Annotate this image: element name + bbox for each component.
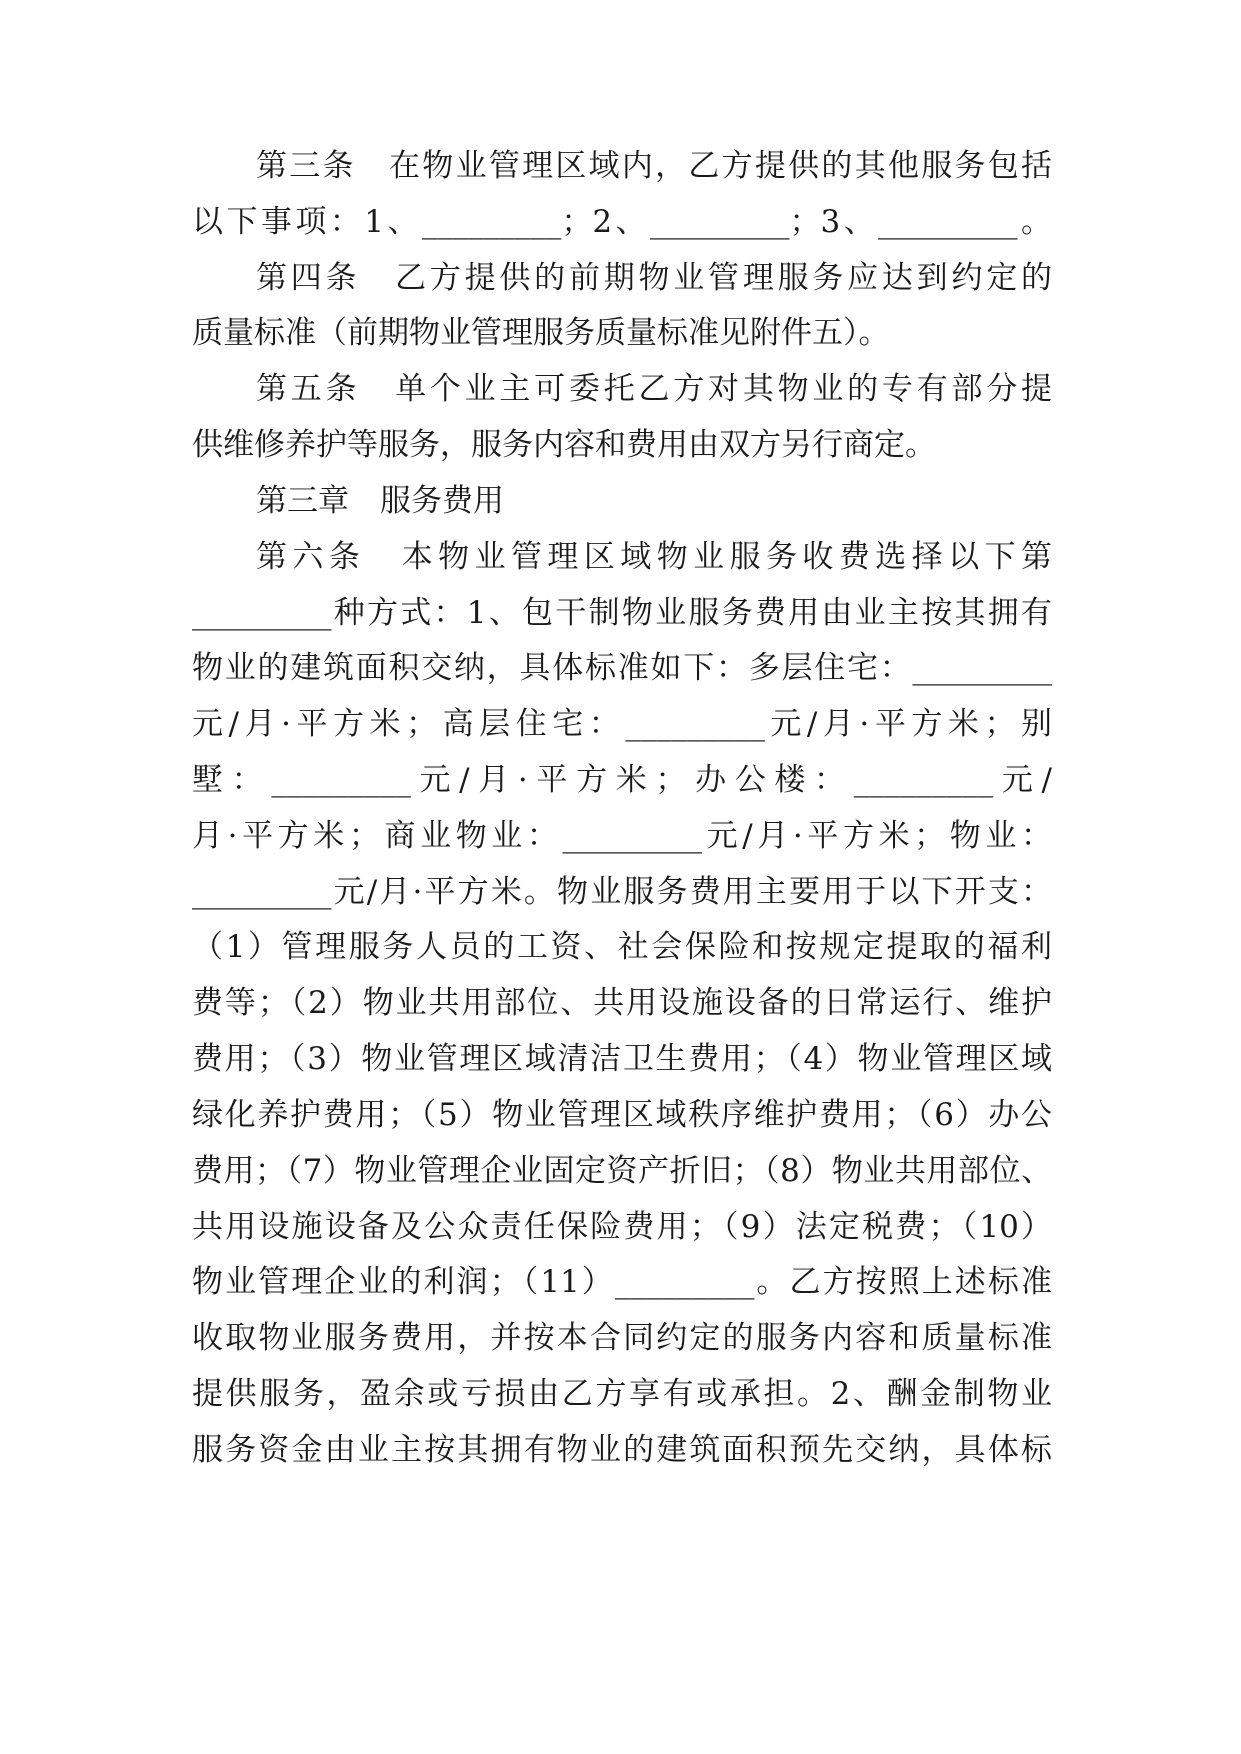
article-6-line-13: 共用设施设备及公众责任保险费用；（9）法定税费；（10） <box>192 1209 1052 1245</box>
article-6-line-16: 提供服务，盈余或亏损由乙方享有或承担。2、酬金制物业 <box>192 1376 1052 1412</box>
article-6-line-8: （1）管理服务人员的工资、社会保险和按规定提取的福利 <box>192 929 1052 965</box>
article-6-line-14: 物业管理企业的利润；（11）_________。乙方按照上述标准 <box>192 1264 1052 1300</box>
article-6-line-17: 服务资金由业主按其拥有物业的建筑面积预先交纳，具体标 <box>192 1432 1052 1468</box>
article-4-line-2: 质量标准（前期物业管理服务质量标准见附件五）。 <box>192 315 890 351</box>
article-3-line-2: 以下事项：1、_________；2、_________；3、_________。 <box>192 204 1052 240</box>
article-3-line-1: 第三条 在物业管理区域内，乙方提供的其他服务包括 <box>256 148 1052 184</box>
article-5-line-1: 第五条 单个业主可委托乙方对其物业的专有部分提 <box>256 371 1052 407</box>
article-6-line-15: 收取物业服务费用，并按本合同约定的服务内容和质量标准 <box>192 1320 1052 1356</box>
article-6-line-6: 月·平方米；商业物业：_________元/月·平方米；物业： <box>192 818 1052 854</box>
chapter-3-heading: 第三章 服务费用 <box>256 483 504 519</box>
article-5-line-2: 供维修养护等服务，服务内容和费用由双方另行商定。 <box>192 427 936 463</box>
article-6-line-3: 物业的建筑面积交纳，具体标准如下：多层住宅：_________ <box>192 650 1052 686</box>
article-6-line-2: _________种方式：1、包干制物业服务费用由业主按其拥有 <box>192 595 1052 631</box>
article-6-line-9: 费等；（2）物业共用部位、共用设施设备的日常运行、维护 <box>192 985 1052 1021</box>
article-6-line-5: 墅：_________元/月·平方米；办公楼：_________元/ <box>192 762 1052 798</box>
article-6-line-7: _________元/月·平方米。物业服务费用主要用于以下开支： <box>192 874 1052 910</box>
article-6-line-1: 第六条 本物业管理区域物业服务收费选择以下第 <box>256 539 1052 575</box>
article-6-line-10: 费用；（3）物业管理区域清洁卫生费用；（4）物业管理区域 <box>192 1041 1052 1077</box>
article-4-line-1: 第四条 乙方提供的前期物业管理服务应达到约定的 <box>256 260 1052 296</box>
article-6-line-12: 费用；（7）物业管理企业固定资产折旧；（8）物业共用部位、 <box>192 1153 1052 1189</box>
article-6-line-11: 绿化养护费用；（5）物业管理区域秩序维护费用；（6）办公 <box>192 1097 1052 1133</box>
article-6-line-4: 元/月·平方米；高层住宅：_________元/月·平方米；别 <box>192 706 1052 742</box>
